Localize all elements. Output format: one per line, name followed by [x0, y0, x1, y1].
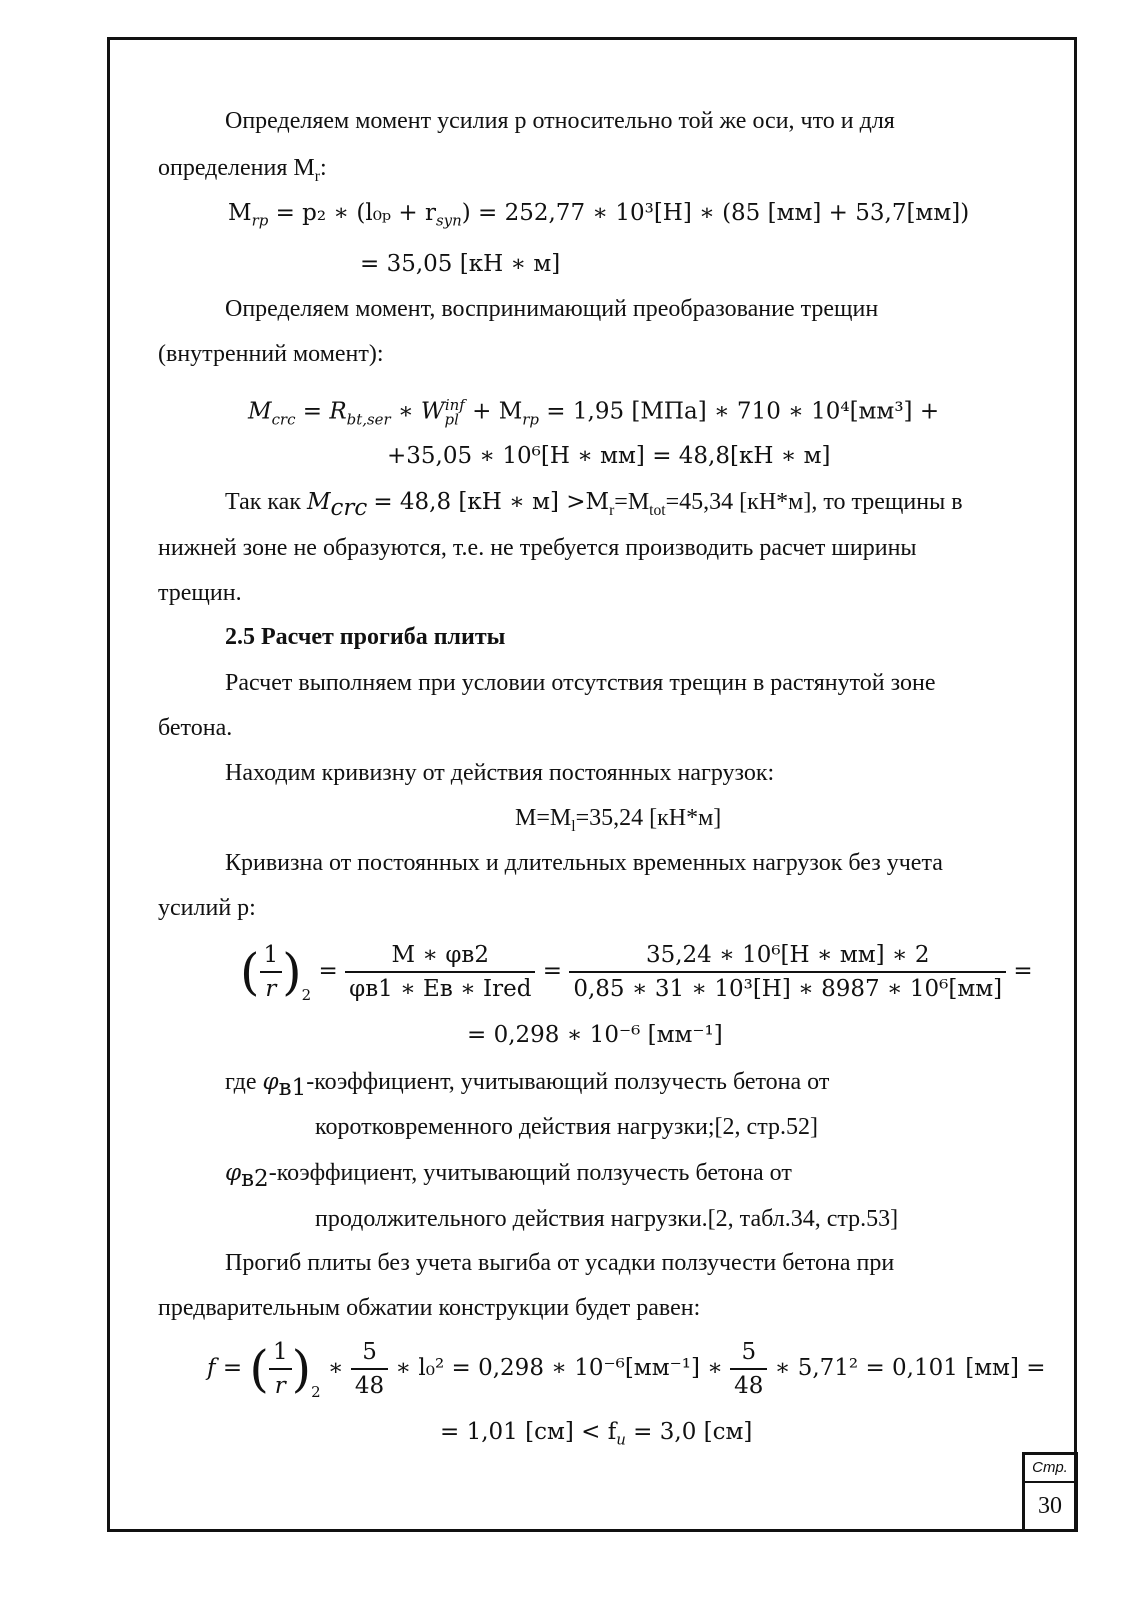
equation-curvature-result: = 0,298 ∗ 10⁻⁶ [мм⁻¹]: [467, 1022, 723, 1048]
paragraph-text: предварительным обжатии конструкции будет равен:: [158, 1295, 701, 1321]
paragraph-text: Определяем момент, воспринимающий преобразование трещин: [225, 296, 879, 322]
definition-phi-b1-cont: коротковременного действия нагрузки;[2, стр.52]: [315, 1114, 818, 1140]
paragraph-text: усилий р:: [158, 895, 256, 921]
paragraph-text: нижней зоне не образуются, т.е. не требуется производить расчет ширины: [158, 535, 917, 561]
definition-phi-b2-cont: продолжительного действия нагрузки.[2, табл.34, стр.53]: [315, 1206, 899, 1232]
equation-mcrc-result: +35,05 ∗ 10⁶[Н ∗ мм] = 48,8[кН ∗ м]: [387, 443, 831, 469]
equation-curvature: ( $\frac{1}{r}$ )$_2$ = $\frac{M ∗ \varphi в2}{\text{φв1 ∗ Eв ∗ Ired}}$ = $\frac{\text{35,24 ∗ 10⁶[H ∗ мм] ∗ 2}}{\text{0,85 ∗ 31 ∗ 10³[H] ∗ 8987 ∗ 10⁶[мм]}}$ =: [240, 936, 1033, 1030]
equation-m: $M=M_l=35,24$ [кН*м]: [515, 805, 722, 835]
page-number: 30: [1038, 1493, 1062, 1519]
paragraph-text: определения $M_r$:: [158, 155, 327, 185]
equation-deflection: f = ( $\frac{1}{r}$ )$_2$ ∗ $\frac{5}{48}$ ∗ l₀² = 0,298 ∗ 10⁻⁶[мм⁻¹] ∗ $\frac{5}{48}$ ∗ 5,71² = 0,101 [мм] =: [207, 1333, 1046, 1427]
paragraph-text: бетона.: [158, 715, 233, 741]
section-heading: 2.5 Расчет прогиба плиты: [225, 624, 506, 650]
equation-mcrc: $M_{crc} = R_{bt,ser}$ ∗ $W_{pl}^{inf} + M_{rp} = 1,95$ [МПа] ∗ 710 ∗ 10⁴[мм³] +: [248, 396, 940, 429]
paragraph-text: (внутренний момент):: [158, 341, 384, 367]
definition-phi-b1: где $\varphi_{в1}$-коэффициент, учитывающий ползучесть бетона от: [225, 1069, 830, 1101]
paragraph-text: Кривизна от постоянных и длительных временных нагрузок без учета: [225, 850, 943, 876]
definition-phi-b2: $\varphi_{в2}$-коэффициент, учитывающий ползучесть бетона от: [225, 1160, 792, 1192]
equation-mrp-result: = 35,05 [кН ∗ м]: [360, 251, 561, 277]
equation-deflection-result: = 1,01 $[см] < f_u = 3,0$ [см]: [440, 1419, 753, 1449]
paragraph-text: Определяем момент усилия р относительно той же оси, что и для: [225, 108, 895, 134]
page-number-stamp: [1022, 1452, 1078, 1532]
paragraph-text: Находим кривизну от действия постоянных нагрузок:: [225, 760, 775, 786]
paragraph-text: трещин.: [158, 580, 242, 606]
paragraph-text: Расчет выполняем при условии отсутствия трещин в растянутой зоне: [225, 670, 936, 696]
page-label: Стр.: [1025, 1455, 1075, 1483]
equation-mrp: $M_{rp} = p_2$ ∗ $(l_{0p} + r_{syn}) = 252,77$ ∗ 10³[H] ∗ (85 [мм] + 53,7[мм]): [228, 200, 970, 230]
paragraph-text: Прогиб плиты без учета выгиба от усадки ползучести бетона при: [225, 1250, 895, 1276]
paragraph-text: Так как $M_{crc} = 48,8$ [кН ∗ $м] >M_r=M_{tot}=45,34$ [кН*м], то трещины в: [225, 489, 963, 521]
